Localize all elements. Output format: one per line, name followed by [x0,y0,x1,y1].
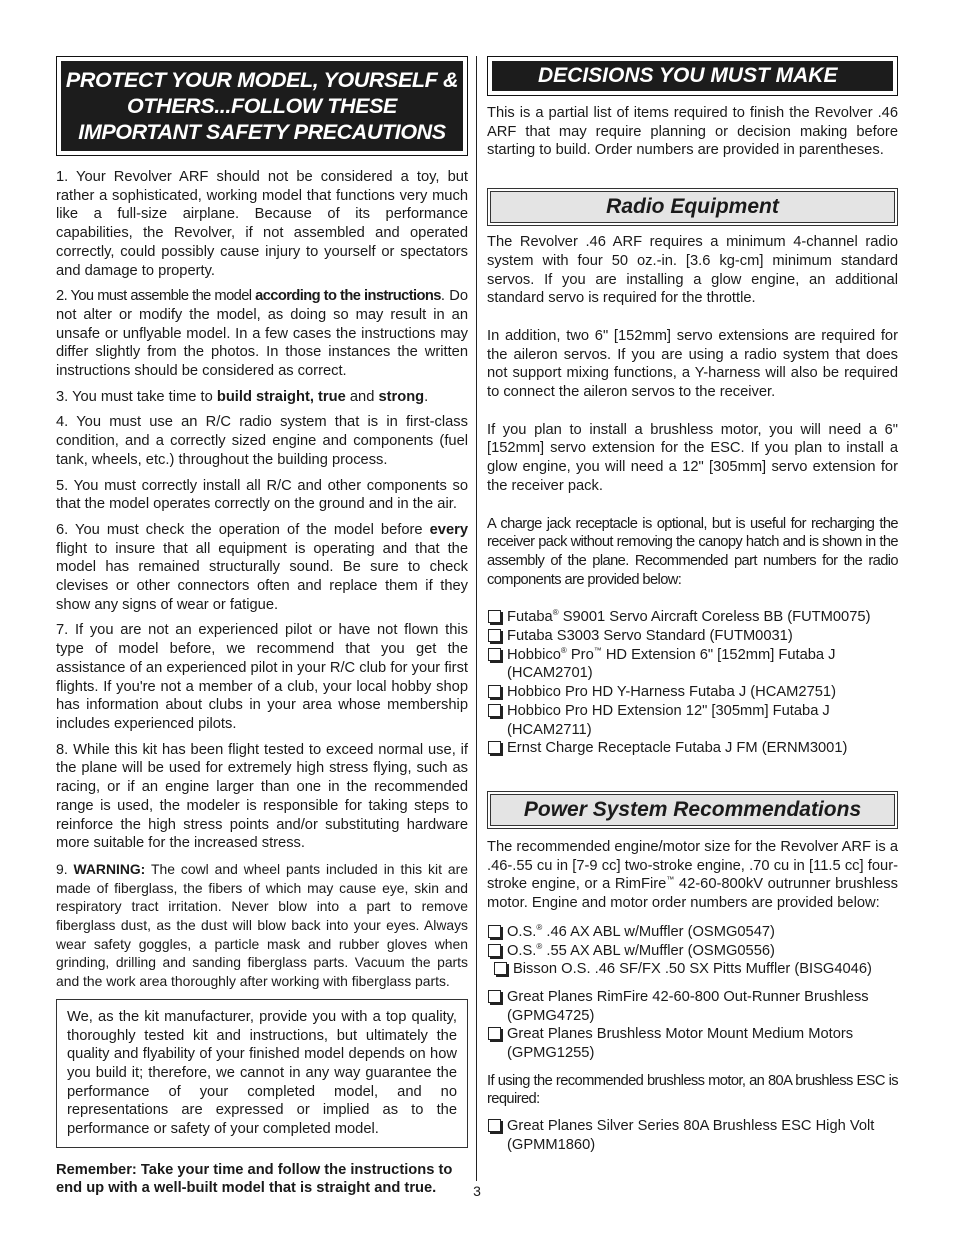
right-column [487,56,898,1155]
radio-parts-list [487,608,898,758]
list-item [487,627,898,646]
disclaimer-box [56,999,468,1148]
safety-item-8: 8. While this kit has been flight tested to exceed normal use, if the plane will be used for extremely high stress flying, such as racing, or if an engine larger than one in the recommended range is used, the modeler is responsible for taking steps to reinforce the high stress points and/or substituting hardware more suitable for the increased stress. [56,741,468,852]
list-item [487,988,898,1025]
decisions-heading [487,56,898,96]
checkbox-icon[interactable] [488,925,501,938]
safety-item-4: 4. You must use an R/C radio system that is in first-class condition, and a correctly sized engine and components (fuel tank, wheels, etc.) throughout the building process. [56,414,468,468]
decisions-heading-text: DECISIONS YOU MUST MAKE [492,61,893,91]
left-column [56,56,468,1198]
checkbox-icon[interactable] [488,1119,501,1132]
safety-item-3-lead: 3. You must take time to [56,388,217,405]
esc-parts-list [487,1117,898,1154]
motor-parts-list [487,988,898,1063]
list-item [493,960,898,979]
engine-parts-list [487,923,898,979]
list-item [487,923,898,942]
item-text: S9001 Servo Aircraft Coreless BB (FUTM0075) [558,609,871,626]
checkbox-icon[interactable] [488,648,501,661]
safety-item-7: 7. If you are not an experienced pilot or have not flown this type of model before, we recommend that you get the assistance of an experienced pilot in your R/C club for your first flights. If you're not a member of a club, your local hobby shop has information about clubs in your area whose membership includes experienced pilots. [56,622,468,732]
safety-item-6-bold: every [429,521,468,538]
list-item [487,646,898,683]
power-para-1-lead: The recommended engine/motor size for the Revolver ARF is a .46-.55 cu in [7-9 cc] two-stroke engine, .70 cu in [11.5 cc] four-stroke engine, or a RimFire [487,838,898,893]
safety-item-6-rest: flight to insure that all equipment is operating and that the model has remained structurally sound. Be sure to check clevises or other connectors often and replace them if they show any signs of wear or fatigue. [56,540,468,613]
checkbox-icon[interactable] [488,944,501,957]
checkbox-icon[interactable] [488,990,501,1003]
item-text: .55 AX ABL w/Muffler (OSMG0556) [542,942,775,959]
safety-item-9-lead: 9. [56,860,74,877]
safety-item-6-lead: 6. You must check the operation of the model before [56,521,430,538]
radio-equipment-heading-text: Radio Equipment [490,191,895,223]
safety-item-3-end: . [424,388,429,405]
item-text: Hobbico Pro HD Y-Harness Futaba J (HCAM2751) [507,684,836,701]
registered-mark: ® [536,922,543,932]
checkbox-icon[interactable] [488,704,501,717]
item-text: O.S. [507,923,537,940]
safety-item-1: 1. Your Revolver ARF should not be considered a toy, but rather a sophisticated, working model that functions very much like a full-size airplane. Because of its performance capabilities, the Revolver, if not assembled and operated correctly, could possibly cause injury to yourself or spectators and damage to property. [56,169,468,279]
item-text: Hobbico Pro HD Extension 12" [305mm] Futaba J (HCAM2711) [507,702,830,738]
radio-para-1: The Revolver .46 ARF requires a minimum 4-channel radio system with four 50 oz.-in. [3.6 kg-cm] minimum standard servos. If you are installing a glow engine, an additional standard servo is required for the throttle. [487,234,898,307]
safety-item-3-bold-1: build straight, true [216,388,346,405]
safety-item-3-and: and [345,388,379,405]
item-text: .46 AX ABL w/Muffler (OSMG0547) [542,923,775,940]
safety-item-5: 5. You must correctly install all R/C and other components so that the model operates correctly on the ground and in the air. [56,477,468,513]
disclaimer-text: We, as the kit manufacturer, provide you with a top quality, thoroughly tested kit and instructions, but ultimately the quality and flyability of your finished model depends on how you build it; therefore, we cannot in any way guarantee the performance of your completed model, and no representations are expressed or implied as to the performance or safety of your completed model. [67,1008,457,1138]
safety-heading [56,56,468,156]
item-text: Pro [566,646,594,663]
power-para-2-text: If using the recommended brushless motor, an 80A brushless ESC is required: [487,1072,898,1108]
safety-item-2-lead: 2. You must assemble the model [56,288,256,305]
item-text: Great Planes Brushless Motor Mount Medium Motors (GPMG1255) [507,1026,854,1062]
list-item [487,739,898,758]
item-text: Great Planes RimFire 42-60-800 Out-Runner Brushless (GPMG4725) [507,988,869,1024]
item-text: Futaba [507,609,553,626]
trademark-mark: ™ [666,875,675,885]
power-para-2 [487,1072,898,1109]
safety-item-9-rest: The cowl and wheel pants included in this kit are made of fiberglass, the fibers of which may cause eye, skin and respiratory tract irritation. Never blow into a part to remove fiberglass dust, as the dust will blow back into your eyes. Always wear safety goggles, a particle mask and rubber gloves when grinding, drilling and sanding fiberglass parts. Vacuum the parts and the work area thoroughly after working with fiberglass parts. [56,860,468,990]
item-text: Bisson O.S. .46 SF/FX .50 SX Pitts Muffler (BISG4046) [513,961,872,978]
power-para-1 [487,838,898,913]
checkbox-icon[interactable] [494,962,507,975]
item-text: Hobbico [507,646,561,663]
safety-item-2 [56,287,468,381]
checkbox-icon[interactable] [488,685,501,698]
item-text: Futaba S3003 Servo Standard (FUTM0031) [507,628,793,645]
registered-mark: ® [536,941,543,951]
list-item [487,1117,898,1154]
checkbox-icon[interactable] [488,629,501,642]
item-text: Ernst Charge Receptacle Futaba J FM (ERNM3001) [507,740,848,757]
radio-equipment-heading [487,188,898,226]
safety-item-3-bold-2: strong [378,388,425,405]
power-system-heading-text: Power System Recommendations [490,794,895,826]
registered-mark: ® [560,645,567,655]
safety-item-2-rest: . Do not alter or modify the model, as doing so may result in an unsafe or unflyable model. In a few cases the instructions may differ slightly from the photos. In those instances the written instructions should be considered as correct. [56,288,468,380]
remember-note: Remember: Take your time and follow the instructions to end up with a well-built model that is straight and true. [56,1161,453,1197]
page-number: 3 [473,1183,481,1199]
item-text: Great Planes Silver Series 80A Brushless ESC High Volt (GPMM1860) [507,1118,875,1153]
list-item [487,942,898,961]
power-para-1-rest: 42-60-800kV outrunner brushless motor. Engine and motor order numbers are provided below: [487,876,898,912]
safety-item-9 [56,860,468,991]
safety-item-3 [56,388,468,407]
item-text: O.S. [507,942,537,959]
safety-item-6 [56,521,468,615]
column-divider [476,56,477,1181]
checkbox-icon[interactable] [488,610,501,623]
decisions-intro: This is a partial list of items required to finish the Revolver .46 ARF that may require planning or decision making before starting to build. Order numbers are provided in parentheses. [487,105,898,159]
radio-para-2: In addition, two 6" [152mm] servo extensions are required for the aileron servos. If you are using a radio system that does not support mixing functions, a Y-harness will also be required to connect the aileron servos to the receiver. [487,327,898,401]
radio-para-4 [487,515,898,590]
list-item [487,608,898,627]
checkbox-icon[interactable] [488,1027,501,1040]
list-item [487,1025,898,1062]
list-item [487,683,898,702]
safety-heading-text: PROTECT YOUR MODEL, YOURSELF & OTHERS...FOLLOW THESE IMPORTANT SAFETY PRECAUTIONS [61,61,463,151]
power-system-heading [487,791,898,829]
trademark-mark: ™ [593,645,602,655]
item-text: HD Extension 6" [152mm] Futaba J (HCAM2701) [507,646,836,682]
list-item [487,702,898,739]
radio-para-3: If you plan to install a brushless motor, you will need a 6" [152mm] servo extension for the ESC. If you plan to install a glow engine, you will need a 12" [305mm] servo extension for the receiver pack. [487,421,898,494]
safety-item-2-bold: according to the instructions [255,288,441,305]
registered-mark: ® [552,608,559,618]
warning-label: WARNING: [73,860,146,877]
radio-para-4-text: A charge jack receptacle is optional, but is useful for recharging the receiver pack without removing the canopy hatch and is shown in the assembly of the plane. Recommended part numbers for the radio components are provided below: [487,515,898,588]
checkbox-icon[interactable] [488,741,501,754]
